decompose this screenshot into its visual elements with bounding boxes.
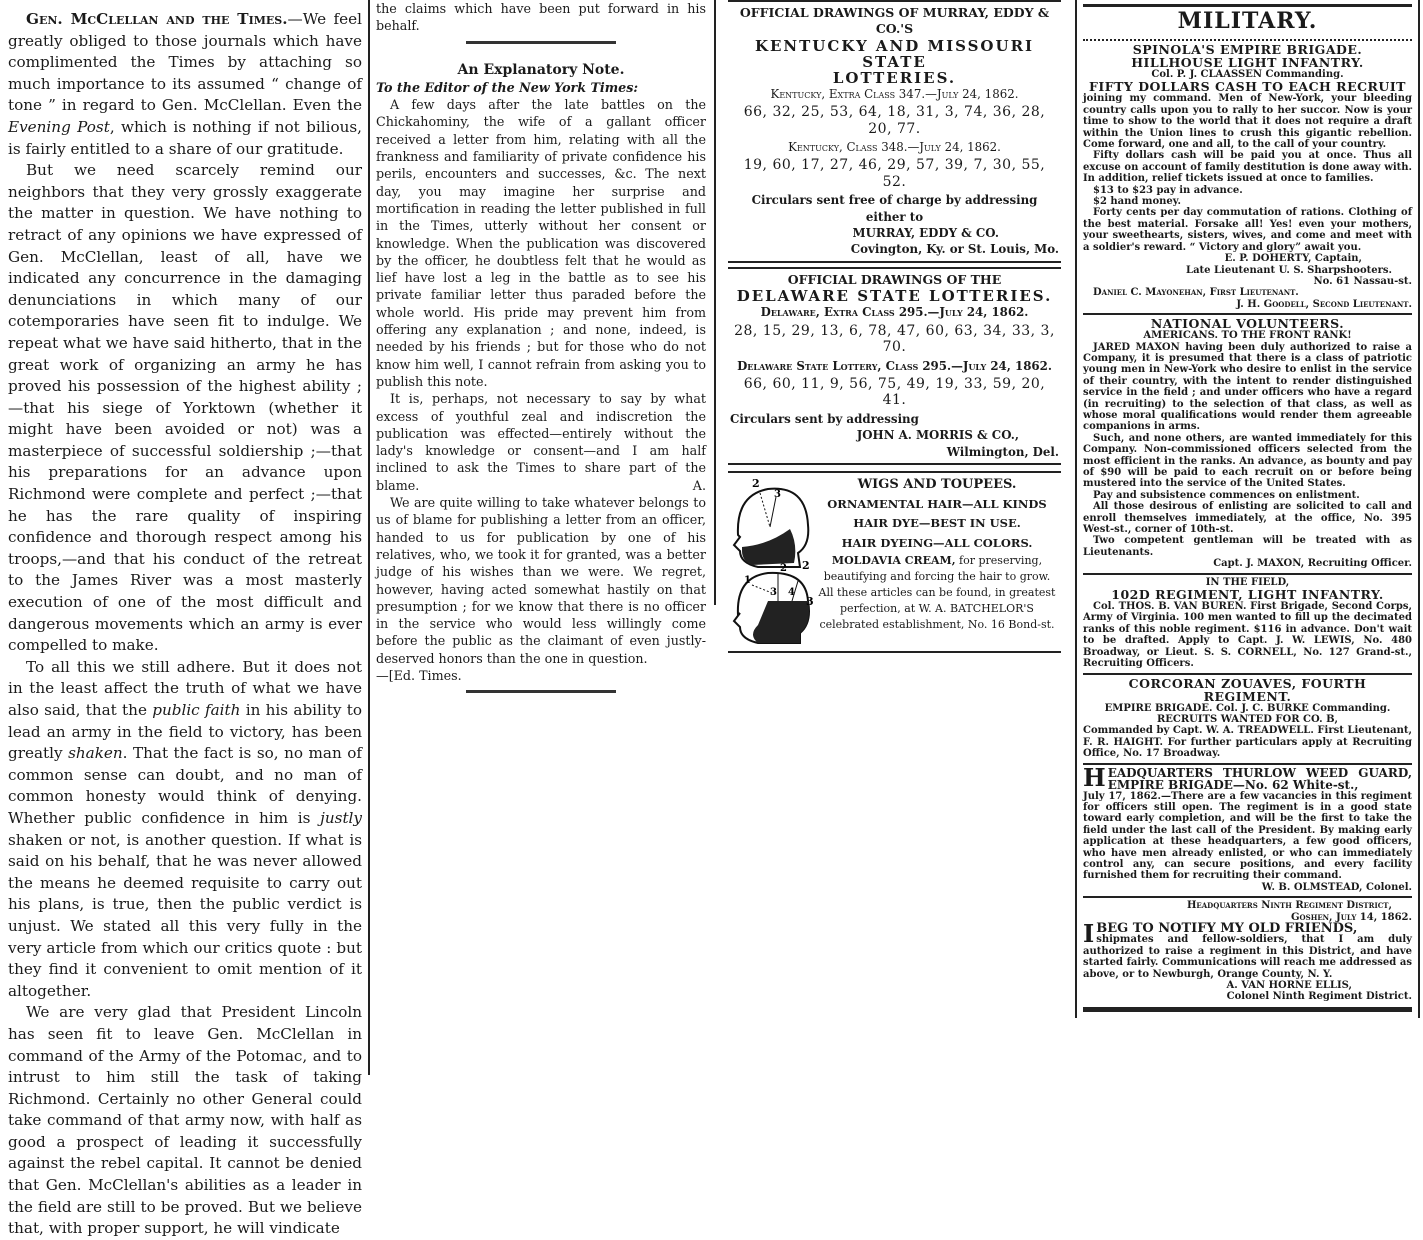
- svg-text:3: 3: [806, 594, 813, 608]
- section-title: MILITARY.: [1083, 4, 1412, 33]
- divider: [466, 41, 616, 44]
- decorative-rule: [1083, 33, 1412, 41]
- advertisements-column: [728, 0, 1061, 653]
- paragraph: We are quite willing to take whatever belongs to us of blame for publishing a letter from an officer, handed to us for publication by one of his relatives, who, we took it for granted, was a better judge of his wishes than we were. We regret, however, having acted somewhat hastily on that presumption ; for we know that there is no officer in the service who would less willingly come before the public as the claimant of even justly-deserved honors than the one in question.: [376, 495, 706, 666]
- closing-rule: [1083, 1007, 1412, 1012]
- paragraph: To all this we still adhere. But it does not in the least affect the truth of what we have also said, that the public faith in his ability to lead an army in the field to victory, has been greatly shaken. That the fact is so, no man of common sense can doubt, and no man of common honesty would think of denying. Whether public confidence in him is justly shaken or not, is another question. If what is said on his behalf, that he was never allowed the means he deemed requisite to carry out his plans, is true, then the public verdict is unjust. We stated all this very fully in the very article from which our critics quote : but they find it convenient to omit mention of it altogether.: [8, 657, 362, 1000]
- svg-text:1: 1: [744, 574, 751, 586]
- column-rule: [368, 0, 370, 1075]
- military-column: [1075, 0, 1420, 1018]
- ad-wigs-and-toupees: [728, 471, 1061, 653]
- ad-kentucky-lotteries: OFFICIAL DRAWINGS OF MURRAY, EDDY & CO.'S KENTUCKY AND MISSOURI STATE LOTTERIES. Kentucky, Extra Class 347.—July 24, 1862. 66, 32, 25, 53, 64, 18, 31, 3, 74, 36, 28, 20, 77. Kentucky, Class 348.—July 24, 1862. 19, 60, 17, 27, 46, 29, 57, 39, 7, 30, 55, 52. Circulars sent free of charge by addressing either to MURRAY, EDDY & CO. Covington, Ky. or St. Louis, Mo.: [728, 0, 1061, 263]
- article-mcclellan: [8, 0, 362, 1240]
- svg-text:3: 3: [774, 488, 781, 500]
- svg-text:3: 3: [770, 586, 777, 598]
- paragraph: A few days after the late battles on the Chickahominy, the wife of a gallant officer received a letter from him, relating with all the frankness and familiarity of private confidence his perils, encounters and successes, &c. The next day, you may imagine her surprise and mortification in reading the letter published in full in the Times, utterly without her consent or knowledge. When the publication was discovered by the officer, he doubtless felt that he would as lief have lost a leg in the battle as to see his private familiar letter thus paraded before the whole world. His pride may prevent him from offering any explanation ; and none, indeed, is needed by his friends ; but for those who do not know him well, I cannot refrain from asking you to publish this note.: [376, 97, 706, 389]
- column-rule: [714, 0, 716, 605]
- svg-text:4: 4: [788, 586, 795, 598]
- ad-delaware-lotteries: OFFICIAL DRAWINGS OF THE DELAWARE STATE LOTTERIES. Delaware, Extra Class 295.—July 24, 1862. 28, 15, 29, 13, 6, 78, 47, 60, 63, 34, 33, 3, 70. Delaware State Lottery, Class 295.—July 24, 1862. 66, 60, 11, 9, 56, 75, 49, 19, 33, 59, 20, 41. Circulars sent by addressing JOHN A. MORRIS & CO., Wilmington, Del.: [728, 267, 1061, 465]
- svg-text:2: 2: [752, 476, 760, 490]
- wig-heads-illustration: [728, 475, 813, 649]
- svg-text:2: 2: [802, 558, 810, 572]
- wigs-ad-text: WIGS AND TOUPEES. ORNAMENTAL HAIR—ALL KINDS HAIR DYE—BEST IN USE. HAIR DYEING—ALL COLORS. MOLDAVIA CREAM, for preserving, beautifying and forcing the hair to grow. All these articles can be found, in greatest perfection, at W. A. BATCHELOR'S celebrated establishment, No. 16 Bond-st.: [818, 476, 1056, 632]
- ad-thurlow-weed-guard: H EADQUARTERS THURLOW WEED GUARD, EMPIRE BRIGADE—No. 62 White-st., July 17, 1862.—There are a few vacancies in this regiment for officers still open. The regiment is in a good state toward early completion, and will be the first to take the field under the last call of the President. By making early application at these headquarters, a few good officers, who have men already enlisted, or who can immediately control any, can secure positions, and every facility furnished them for recruiting their command. W. B. OLMSTEAD, Colonel.: [1083, 762, 1412, 893]
- signature: —[Ed. Times.: [376, 667, 462, 683]
- paragraph: We are very glad that President Lincoln has seen fit to leave Gen. McClellan in command of the Army of the Potomac, and to intrust to him still the task of taking Richmond. Certainly no other General could take command of that army now, with half as good a prospect of leading it successfully against the rebel capital. It cannot be denied that Gen. McClellan's abilities as a leader in the field are still to be proved. But we believe that, with proper support, he will vindicate: [8, 1003, 362, 1238]
- article-headline: Gen. McClellan and the Times.: [26, 10, 288, 28]
- paragraph: But we need scarcely remind our neighbors that they very grossly exaggerate the matter in question. We have nothing to retract of any opinions we have expressed of Gen. McClellan, least of all, have we indicated any concurrence in the damaging denunciations in which many of our cotemporaries have seen fit to indulge. We repeat what we have said hitherto, that in the great work of organizing an army he has proved his possession of the highest ability ;—that his siege of Yorktown (whether it might have been avoided or not) was a masterpiece of successful soldiership ;—that his preparations for an advance upon Richmond were complete and perfect ;—that he has the rare quality of inspiring confidence and thorough respect among his troops,—and that his conduct of the retreat to the James River was a most masterly execution of one of the most difficult and dangerous movements which an army is ever compelled to make.: [8, 161, 362, 655]
- ad-spinola-brigade: SPINOLA'S EMPIRE BRIGADE. HILLHOUSE LIGHT INFANTRY. Col. P. J. CLAASSEN Commanding. FIFTY DOLLARS CASH TO EACH RECRUIT joining my command. Men of New-York, your bleeding country calls upon you to rally to her succor. Now is your time to show to the world that it does not require a draft within the Union lines to crush this gigantic rebellion. Come forward, one and all, to the call of your country. Fifty dollars cash will be paid you at once. Thus all excuse on account of family destitution is done away with. In addition, relief tickets issued at once to families. $13 to $23 pay in advance. $2 hand money. Forty cents per day commutation of rations. Clothing of the best material. Forsake all! Yes! even your mothers, your sweethearts, sisters, wives, and come and meet with a soldier's reward. “ Victory and glory” await you. E. P. DOHERTY, Captain, Late Lieutenant U. S. Sharpshooters. No. 61 Nassau-st. Daniel C. Mayonehan, First Lieutenant. J. H. Goodell, Second Lieutenant.: [1083, 42, 1412, 310]
- divider: [466, 690, 616, 693]
- salutation: To the Editor of the New York Times:: [376, 79, 639, 95]
- paragraph: the claims which have been put forward in his behalf.: [376, 1, 706, 34]
- head-profile-icon: [728, 475, 813, 645]
- ad-corcoran-zouaves: CORCORAN ZOUAVES, FOURTH REGIMENT. EMPIRE BRIGADE. Col. J. C. BURKE Commanding. RECRUITS WANTED FOR CO. B, Commanded by Capt. W. A. TREADWELL. First Lieutenant, F. R. HAIGHT. For further particulars apply at Recruiting Office, No. 17 Broadway.: [1083, 673, 1412, 760]
- svg-text:2: 2: [780, 562, 787, 574]
- article-explanatory-note: [376, 0, 706, 699]
- article-headline: An Explanatory Note.: [457, 61, 625, 78]
- ad-national-volunteers: NATIONAL VOLUNTEERS. AMERICANS. TO THE FRONT RANK! JARED MAXON having been duly authorized to raise a Company, it is presumed that there is a class of patriotic young men in New-York who desire to enlist in the service of their country, with the intent to render distinguished service in the field ; and under officers who have a regard (in recruiting) to the selection of that class, as well as whose moral qualifications would render them agreeable companions in arms. Such, and none others, are wanted immediately for this Company. Non-commissioned officers selected from the most efficient in the ranks. An advance, as bounty and pay of $90 will be paid to each recruit on or before being mustered into the service of the United States. Pay and subsistence commences on enlistment. All those desirous of enlisting are solicited to call and enroll themselves immediately, at the office, No. 395 West-st., corner of 10th-st. Two competent gentleman will be treated with as Lieutenants. Capt. J. MAXON, Recruiting Officer.: [1083, 313, 1412, 570]
- paragraph: Gen. McClellan and the Times.—We feel greatly obliged to those journals which have complimented the Times by attaching so much importance to its assumed “ change of tone ” in regard to Gen. McClellan. Even the Evening Post, which is nothing if not bilious, is fairly entitled to a share of our gratitude.: [8, 10, 362, 158]
- signature: A.: [692, 477, 706, 493]
- paragraph: It is, perhaps, not necessary to say by what excess of youthful zeal and indiscretion the publication was effected—entirely without the lady's knowledge or consent—and I am half inclined to ask the Times to share part of the blame. A.: [376, 391, 706, 493]
- ad-102d-regiment: IN THE FIELD, 102D REGIMENT, LIGHT INFANTRY. Col. THOS. B. VAN BUREN. First Brigade, Second Corps, Army of Virginia. 100 men wanted to fill up the decimated ranks of this noble regiment. $116 in advance. Don't wait to be drafted. Apply to Capt. J. W. LEWIS, No. 480 Broadway, or Lieut. S. S. CORNELL, No. 127 Grand-st., Recruiting Officers.: [1083, 573, 1412, 670]
- ad-ninth-regiment-district: Headquarters Ninth Regiment District, Goshen, July 14, 1862. I BEG TO NOTIFY MY OLD FRIENDS, shipmates and fellow-soldiers, that I am duly authorized to raise a regiment in this District, and have started fairly. Communications will reach me addressed as above, or to Newburgh, Orange County, N. Y. A. VAN HORNE ELLIS, Colonel Ninth Regiment District.: [1083, 896, 1412, 1003]
